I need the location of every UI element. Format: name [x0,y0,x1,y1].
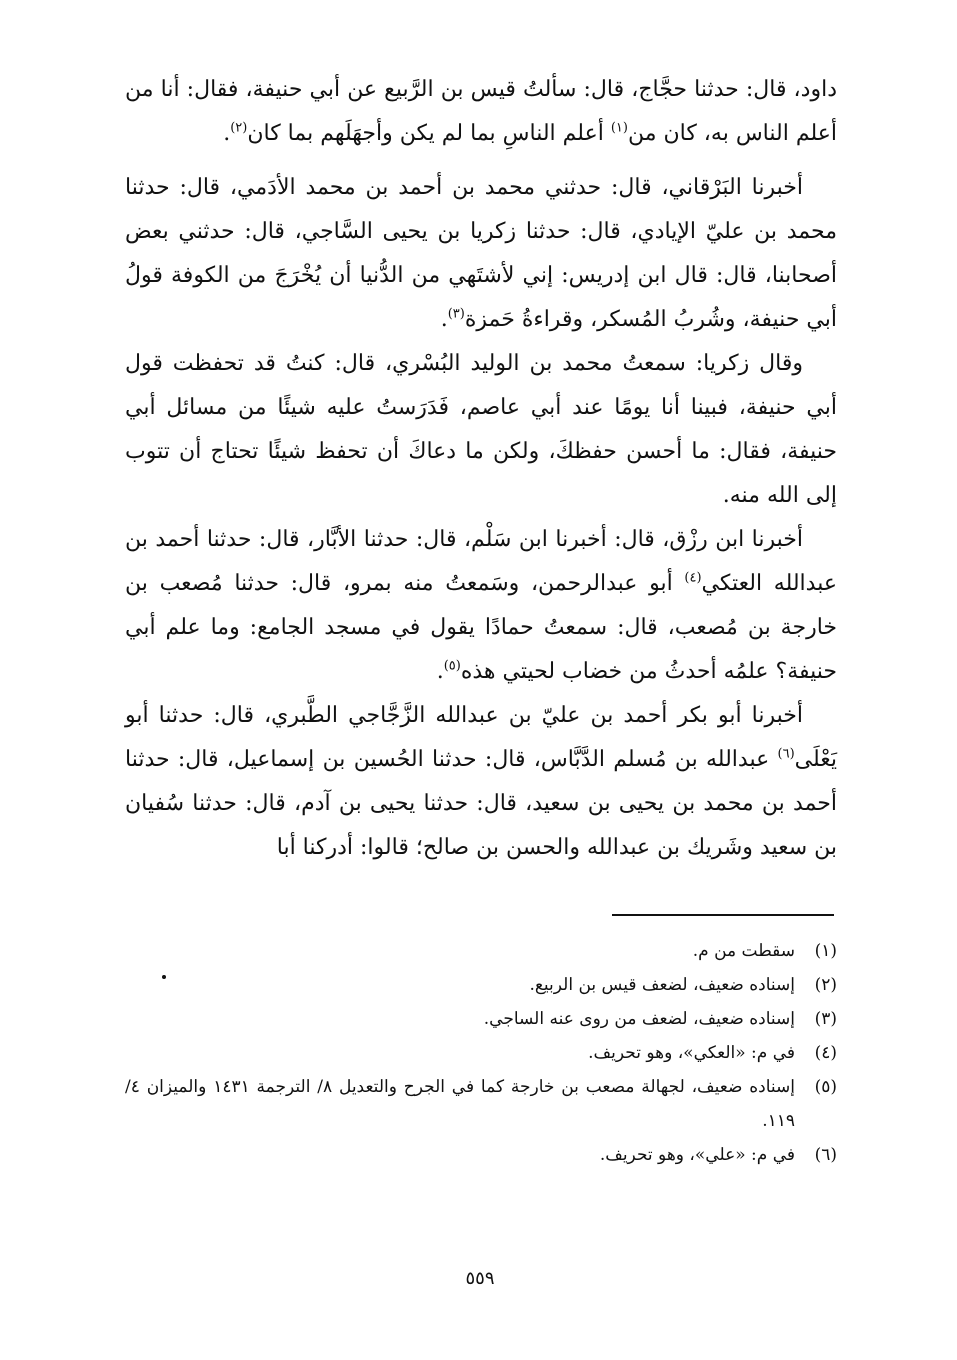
footnote-3 [125,1002,837,1036]
footnote-text: سقطت من م. [692,941,795,961]
paragraph-4: أخبرنا ابن رزْق، قال: أخبرنا ابن سَلْم، قال: حدثنا الأبَّار، قال: حدثنا أحمد بن عبدالله العتكي$^{(٤)}$ أبو عبدالرحمن، وسَمعتُ منه بمرو، قال: حدثنا مُصعب بن خارجة بن مُصعب، قال: سمعتُ حمادًا يقول في مسجد الجامع: وما علم أبي حنيفة؟ علمُه أحدثُ من خضاب لحيتي هذه$^{(٥)}$. [125,527,837,684]
footnote-number: (٥) [814,1077,837,1097]
paragraph-3: وقال زكريا: سمعتُ محمد بن الوليد البُسْري، قال: كنتُ قد تحفظت قول أبي حنيفة، فبينا أنا يومًا عند أبي عاصم، فَدَرَستُ عليه شيئًا من مسائل أبي حنيفة، فقال: ما أحسن حفظكَ، ولكن ما دعاكَ أن تحفظ شيئًا تحتاج أن تتوب إلى الله منه. [125,351,837,508]
footnote-ref-6[interactable]: (٦) [777,746,795,762]
footnote-ref-5[interactable]: (٥) [443,658,461,674]
paragraph-1: داود، قال: حدثنا حجَّاج، قال: سألتُ قيس بن الرَّبيع عن أبي حنيفة، فقال: أنا من أعلم الناس به، كان من$^{(١)}$ أعلم الناسِ بما لم يكن وأجهَلَهم بما كان$^{(٢)}$. [125,77,837,146]
footnote-ref-3[interactable]: (٣) [447,306,465,322]
footnote-ref-4[interactable]: (٤) [684,570,702,586]
footnote-4 [125,1036,837,1070]
footnote-number: (٢) [814,975,837,995]
footnote-text: إسناده ضعيف، لضعف من روى عنه الساجي. [483,1009,795,1029]
main-text [125,68,837,870]
footnote-number: (١) [814,941,837,961]
footnote-number: (٤) [814,1043,837,1063]
footnote-text: إسناده ضعيف، لجهالة مصعب بن خارجة كما في الجرح والتعديل ٨/ الترجمة ١٤٣١ والميزان ٤/ ١١٩. [125,1077,796,1131]
footnote-2 [125,968,837,1002]
paragraph-2: أخبرنا البَرْقاني، قال: حدثني محمد بن أحمد بن محمد الأدَمي، قال: حدثنا محمد بن عليّ الإيادي، قال: حدثنا زكريا بن يحيى السَّاجي، قال: حدثني بعض أصحابنا، قال: قال ابن إدريس: إني لأشتَهي من الدُّنيا أن يُخْرَجَ من الكوفة قولُ أبي حنيفة، وشُربُ المُسكر، وقراءةُ حَمزة$^{(٣)}$. [125,175,837,332]
footnotes [125,934,837,1172]
page-number: ٥٥٩ [465,1268,495,1289]
footnote-text: في م: «العكي»، وهو تحريف. [588,1043,795,1063]
footnote-ref-1[interactable]: (١) [610,120,628,136]
footnote-number: (٣) [814,1009,837,1029]
footnote-number: (٦) [814,1145,837,1165]
footnote-text: في م: «علي»، وهو تحريف. [599,1145,795,1165]
footnote-5 [125,1070,837,1138]
footnote-text: إسناده ضعيف، لضعف قيس بن الربيع. [529,975,795,995]
footnote-6 [125,1138,837,1172]
footnote-separator [612,914,834,916]
footnote-ref-2[interactable]: (٢) [230,120,248,136]
scan-speck [162,975,166,979]
paragraph-5: أخبرنا أبو بكر أحمد بن عليّ بن عبدالله الزَّجَّاجي الطَّبري، قال: حدثنا أبو يَعْلَى$^{(٦)}$ عبدالله بن مُسلم الدَّبَّاس، قال: حدثنا الحُسين بن إسماعيل، قال: حدثنا أحمد بن محمد بن يحيى بن سعيد، قال: حدثنا يحيى بن آدم، قال: حدثنا سُفيان بن سعيد وشَريك بن عبدالله والحسن بن صالح؛ قالوا: أدركنا أبا [125,703,837,860]
footnote-1 [125,934,837,968]
